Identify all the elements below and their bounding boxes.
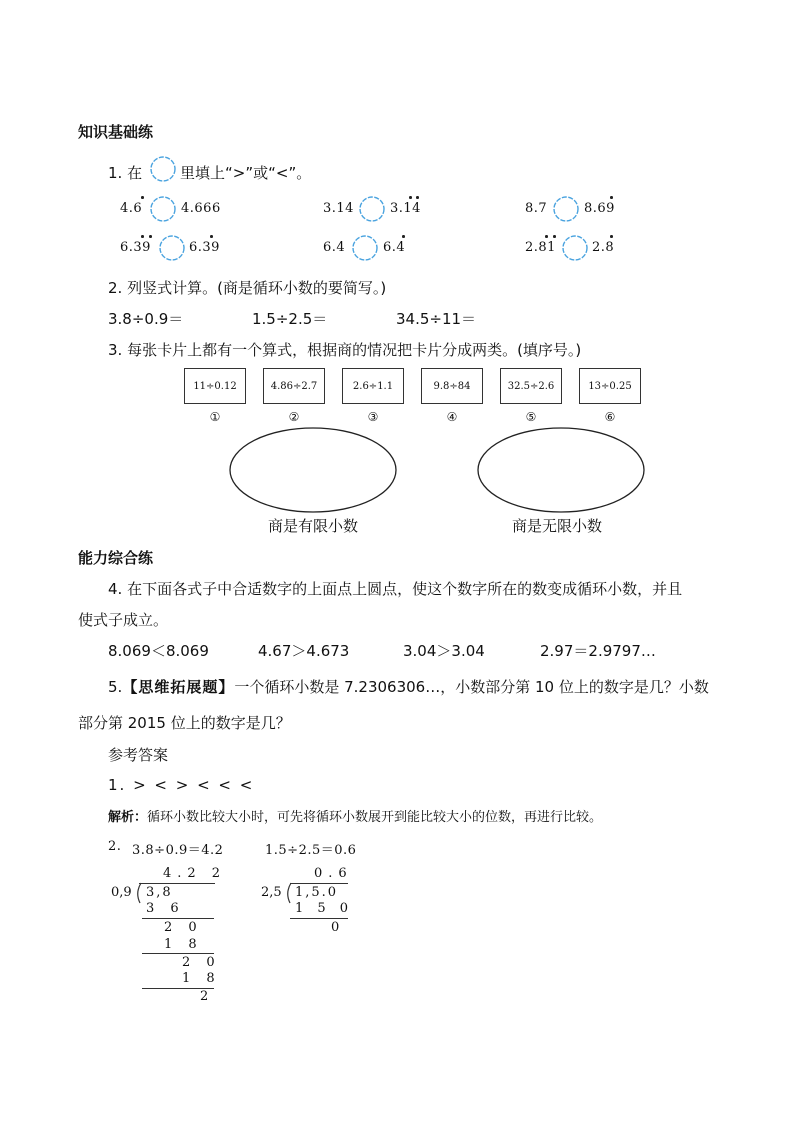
q1-r1c3-left: 8.7	[525, 201, 548, 216]
card-5[interactable]	[500, 368, 562, 404]
step: 2 0	[182, 955, 221, 970]
q1-r2c2-left: 6.4	[323, 240, 346, 255]
q1-r2c1-right: 6.39	[189, 240, 220, 255]
division-bracket-icon	[133, 882, 143, 904]
card-expression: 32.5÷2.6	[507, 380, 555, 392]
step-line	[142, 918, 214, 919]
q1-r2c3-right: 2.8	[592, 240, 615, 255]
quotient: 4.2 2	[163, 866, 227, 881]
card-expression: 4.86÷2.7	[270, 380, 318, 392]
finite-decimal-oval[interactable]	[228, 425, 398, 515]
card-1[interactable]	[184, 368, 246, 404]
card-number: ③	[367, 410, 379, 424]
q1-instruction: 里填上“>”或“<”。	[180, 164, 312, 182]
division-bar	[290, 883, 348, 884]
analysis-text: 循环小数比较大小时，可先将循环小数展开到能比较大小的位数，再进行比较。	[147, 810, 603, 825]
q5-line1	[108, 676, 709, 697]
card-number: ②	[288, 410, 300, 424]
card-3[interactable]	[342, 368, 404, 404]
q2-problem-1: 3.8÷0.9＝	[108, 310, 184, 328]
q1-r1c2-left: 3.14	[323, 201, 354, 216]
card-expression: 11÷0.12	[193, 380, 237, 392]
step: 3 6	[146, 901, 185, 916]
division-bracket-icon	[283, 882, 293, 904]
card-2[interactable]	[263, 368, 325, 404]
step: 1 8	[164, 937, 203, 952]
repeat-dot	[409, 196, 412, 199]
answer-2-label: 2.	[108, 839, 122, 854]
card-expression: 2.6÷1.1	[352, 380, 394, 392]
answer-2-eq2: 1.5÷2.5＝0.6	[265, 843, 357, 858]
q2-instruction: 2. 列竖式计算。(商是循环小数的要简写。)	[108, 279, 387, 297]
dividend: 3,8	[146, 885, 173, 900]
card-6[interactable]	[579, 368, 641, 404]
answer-analysis	[108, 806, 602, 825]
q1-r2c1-left: 6.39	[120, 240, 151, 255]
q1-r1c2-answer-circle[interactable]	[357, 194, 387, 224]
q1-r1c2-right: 3.14	[390, 201, 421, 216]
q5-text: 一个循环小数是 7.2306306…，小数部分第 10 位上的数字是几？小数	[234, 678, 709, 696]
q1-r2c2-right: 6.4	[383, 240, 406, 255]
q1-r1c3-right: 8.69	[584, 201, 615, 216]
q3-instruction: 3. 每张卡片上都有一个算式，根据商的情况把卡片分成两类。(填序号。)	[108, 341, 582, 359]
q1-r2c2-answer-circle[interactable]	[350, 233, 380, 263]
step: 1 5 0	[295, 901, 354, 916]
q2-problem-2: 1.5÷2.5＝	[252, 310, 328, 328]
q4-item-3[interactable]: 3.04＞3.04	[403, 642, 485, 660]
step-line	[142, 953, 214, 954]
step: 2 0	[164, 920, 203, 935]
repeat-dot	[553, 235, 556, 238]
group-label-infinite: 商是无限小数	[512, 517, 603, 535]
analysis-label: 解析：	[108, 810, 148, 825]
repeat-dot	[402, 235, 405, 238]
scallop-circle-icon	[148, 154, 178, 184]
repeat-dot	[149, 235, 152, 238]
step: 1 8	[182, 971, 221, 986]
section-title-ability: 能力综合练	[78, 549, 154, 567]
q1-r1c1-right: 4.666	[181, 201, 221, 216]
q1-r1c3-answer-circle[interactable]	[551, 194, 581, 224]
infinite-decimal-oval[interactable]	[476, 425, 646, 515]
q5-number: 5.	[108, 678, 123, 696]
card-number: ①	[209, 410, 221, 424]
q1-r1c1-left: 4.6	[120, 201, 143, 216]
q1-r2c3-answer-circle[interactable]	[560, 233, 590, 263]
q4-instruction-line1: 4. 在下面各式子中合适数字的上面点上圆点，使这个数字所在的数变成循环小数，并且	[108, 580, 683, 598]
repeat-dot	[210, 235, 213, 238]
q5-line2: 部分第 2015 位上的数字是几？	[78, 714, 291, 732]
divisor: 0,9	[111, 885, 132, 900]
step: 2	[200, 989, 215, 1004]
group-label-finite: 商是有限小数	[268, 517, 359, 535]
repeat-dot	[141, 196, 144, 199]
card-expression: 9.8÷84	[433, 380, 471, 392]
answer-2-eq1: 3.8÷0.9＝4.2	[132, 843, 224, 858]
quotient: 0.6	[314, 866, 353, 881]
section-title-basic: 知识基础练	[78, 123, 154, 141]
q1-r2c3-left: 2.81	[525, 240, 556, 255]
repeat-dot	[545, 235, 548, 238]
repeat-dot	[610, 196, 613, 199]
repeat-dot	[416, 196, 419, 199]
repeat-dot	[141, 235, 144, 238]
q4-item-4[interactable]: 2.97＝2.9797…	[540, 642, 656, 660]
card-4[interactable]	[421, 368, 483, 404]
card-number: ④	[446, 410, 458, 424]
q4-item-1[interactable]: 8.069＜8.069	[108, 642, 209, 660]
answers-title: 参考答案	[108, 746, 169, 764]
card-expression: 13÷0.25	[588, 380, 632, 392]
step-line	[290, 918, 348, 919]
repeat-dot	[610, 235, 613, 238]
q1-prefix: 1. 在	[108, 164, 143, 182]
q4-instruction-line2: 使式子成立。	[78, 611, 169, 629]
dividend: 1,5.0	[295, 885, 339, 900]
answer-1: 1. > < > < < <	[108, 776, 255, 794]
card-number: ⑥	[604, 410, 616, 424]
divisor: 2,5	[261, 885, 282, 900]
division-bar	[139, 883, 215, 884]
card-number: ⑤	[525, 410, 537, 424]
q4-item-2[interactable]: 4.67＞4.673	[258, 642, 350, 660]
q1-r1c1-answer-circle[interactable]	[148, 194, 178, 224]
q5-tag: 【思维拓展题】	[122, 678, 235, 696]
q1-r2c1-answer-circle[interactable]	[157, 233, 187, 263]
q2-problem-3: 34.5÷11＝	[396, 310, 477, 328]
step: 0	[331, 920, 346, 935]
